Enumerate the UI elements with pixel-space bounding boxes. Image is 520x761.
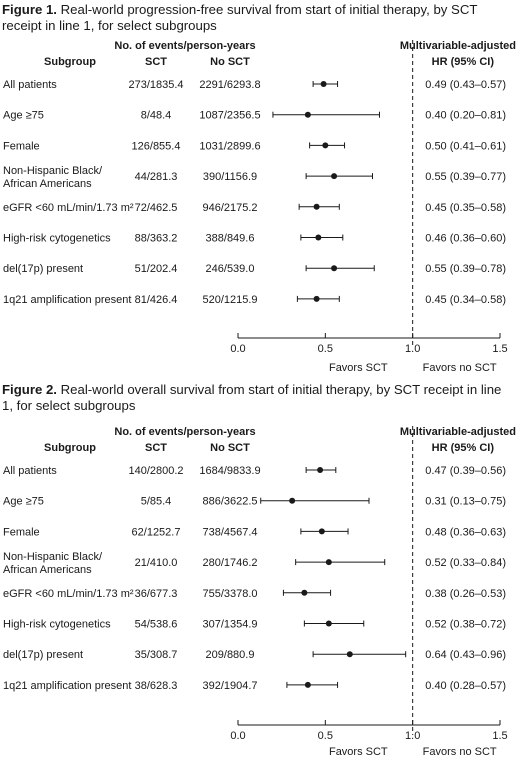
subgroup-label: Female (3, 140, 40, 153)
no-sct-value: 738/4567.4 (202, 526, 258, 539)
sct-value: 126/855.4 (131, 140, 181, 153)
no-sct-value: 388/849.6 (205, 232, 255, 245)
hr-point (305, 112, 311, 118)
events-header: No. of events/person-years (114, 426, 256, 438)
hr-value: 0.48 (0.36–0.63) (425, 526, 506, 539)
sct-value: 72/462.5 (134, 201, 178, 214)
no-sct-value: 392/1904.7 (202, 679, 258, 692)
hr-point (331, 173, 337, 179)
subgroup-label: African Americans (3, 564, 92, 577)
subgroup-label: Female (3, 526, 40, 539)
hr-header-line1: Multivariable-adjusted (399, 40, 516, 52)
hr-point (305, 682, 311, 688)
no-sct-value: 1031/2899.6 (199, 140, 261, 153)
figure-2-label: Figure 2. (2, 382, 57, 397)
hr-value: 0.45 (0.34–0.58) (425, 293, 506, 306)
hr-point (315, 235, 321, 241)
sct-value: 54/538.6 (134, 618, 178, 631)
no-sct-header: No SCT (210, 442, 250, 454)
hr-point (301, 590, 307, 596)
no-sct-header: No SCT (210, 56, 250, 68)
hr-value: 0.31 (0.13–0.75) (425, 495, 506, 508)
sct-value: 140/2800.2 (128, 465, 184, 477)
subgroup-label: African Americans (3, 178, 92, 191)
x-tick-label: 1.5 (492, 343, 508, 355)
forest-plot-1 (0, 0, 520, 380)
subgroup-label: All patients (3, 465, 57, 477)
hr-value: 0.64 (0.43–0.96) (425, 649, 506, 662)
x-tick-label: 1.5 (492, 730, 508, 742)
hr-header-line1: Multivariable-adjusted (399, 426, 516, 438)
subgroup-label: del(17p) present (3, 263, 84, 276)
subgroup-header: Subgroup (44, 56, 96, 68)
subgroup-label: All patients (3, 79, 57, 91)
hr-point (317, 467, 323, 473)
sct-value: 38/628.3 (134, 679, 178, 692)
hr-value: 0.38 (0.26–0.53) (425, 587, 506, 600)
no-sct-value: 520/1215.9 (202, 293, 258, 306)
sct-header: SCT (145, 442, 167, 454)
hr-point (314, 204, 320, 210)
subgroup-label: High-risk cytogenetics (3, 232, 111, 245)
figure-2 (0, 380, 520, 761)
x-tick-label: 1.0 (405, 730, 421, 742)
no-sct-value: 755/3378.0 (202, 587, 258, 600)
x-tick-label: 0.0 (230, 343, 246, 355)
sct-value: 8/48.4 (140, 109, 172, 122)
sct-value: 88/363.2 (134, 232, 178, 245)
hr-value: 0.52 (0.38–0.72) (425, 618, 506, 631)
hr-header-line2: HR (95% CI) (431, 56, 494, 68)
no-sct-value: 2291/6293.8 (199, 79, 261, 91)
figure-1-label: Figure 1. (2, 2, 57, 17)
subgroup-label: del(17p) present (3, 649, 84, 662)
subgroup-label: Age ≥75 (3, 495, 44, 508)
no-sct-value: 280/1746.2 (202, 557, 258, 570)
events-header: No. of events/person-years (114, 40, 256, 52)
hr-value: 0.45 (0.35–0.58) (425, 201, 506, 214)
sct-value: 35/308.7 (134, 649, 178, 662)
sct-value: 273/1835.4 (128, 79, 184, 91)
sct-header: SCT (145, 56, 167, 68)
no-sct-value: 246/539.0 (205, 263, 255, 276)
sct-value: 36/677.3 (134, 587, 178, 600)
hr-point (289, 498, 295, 504)
favors-sct-label: Favors SCT (328, 362, 388, 374)
subgroup-label: Age ≥75 (3, 109, 44, 122)
favors-no-sct-label: Favors no SCT (422, 362, 497, 374)
favors-no-sct-label: Favors no SCT (422, 746, 497, 758)
hr-point (314, 296, 320, 302)
subgroup-label: eGFR <60 mL/min/1.73 m² (3, 201, 134, 214)
x-tick-label: 0.5 (317, 730, 333, 742)
hr-value: 0.40 (0.28–0.57) (425, 679, 506, 692)
subgroup-header: Subgroup (44, 442, 96, 454)
hr-point (319, 528, 325, 534)
subgroup-label: Non-Hispanic Black/ (3, 551, 103, 564)
figure-2-title: Real-world overall survival from start of initial therapy, by SCT receipt in line 1, for select subgroups (2, 382, 502, 413)
no-sct-value: 946/2175.2 (202, 201, 258, 214)
forest-plot-2 (0, 380, 520, 761)
hr-point (322, 142, 328, 148)
sct-value: 81/426.4 (134, 293, 178, 306)
hr-value: 0.46 (0.36–0.60) (425, 232, 506, 245)
no-sct-value: 1087/2356.5 (199, 109, 261, 122)
hr-value: 0.55 (0.39–0.77) (425, 171, 506, 184)
sct-value: 5/85.4 (140, 495, 172, 508)
hr-point (347, 651, 353, 657)
sct-value: 62/1252.7 (131, 526, 181, 539)
hr-value: 0.49 (0.43–0.57) (425, 79, 506, 91)
hr-value: 0.40 (0.20–0.81) (425, 109, 506, 122)
hr-value: 0.55 (0.39–0.78) (425, 263, 506, 276)
no-sct-value: 886/3622.5 (202, 495, 258, 508)
no-sct-value: 307/1354.9 (202, 618, 258, 631)
subgroup-label: eGFR <60 mL/min/1.73 m² (3, 587, 134, 600)
figure-1-title: Real-world progression-free survival from start of initial therapy, by SCT receipt in line 1, for select subgroups (2, 2, 478, 33)
no-sct-value: 1684/9833.9 (199, 465, 261, 477)
subgroup-label: 1q21 amplification present (3, 293, 132, 306)
hr-point (321, 81, 327, 87)
hr-value: 0.50 (0.41–0.61) (425, 140, 506, 153)
favors-sct-label: Favors SCT (328, 746, 388, 758)
hr-value: 0.52 (0.33–0.84) (425, 557, 506, 570)
hr-value: 0.47 (0.39–0.56) (425, 465, 506, 477)
sct-value: 51/202.4 (134, 263, 178, 276)
hr-point (326, 559, 332, 565)
x-tick-label: 0.0 (230, 730, 246, 742)
sct-value: 21/410.0 (134, 557, 178, 570)
sct-value: 44/281.3 (134, 171, 178, 184)
no-sct-value: 209/880.9 (205, 649, 255, 662)
x-tick-label: 1.0 (405, 343, 421, 355)
figure-1 (0, 0, 520, 380)
hr-point (326, 621, 332, 627)
subgroup-label: Non-Hispanic Black/ (3, 165, 103, 178)
subgroup-label: High-risk cytogenetics (3, 618, 111, 631)
hr-header-line2: HR (95% CI) (431, 442, 494, 454)
subgroup-label: 1q21 amplification present (3, 679, 132, 692)
x-tick-label: 0.5 (317, 343, 333, 355)
no-sct-value: 390/1156.9 (202, 171, 258, 184)
hr-point (331, 265, 337, 271)
